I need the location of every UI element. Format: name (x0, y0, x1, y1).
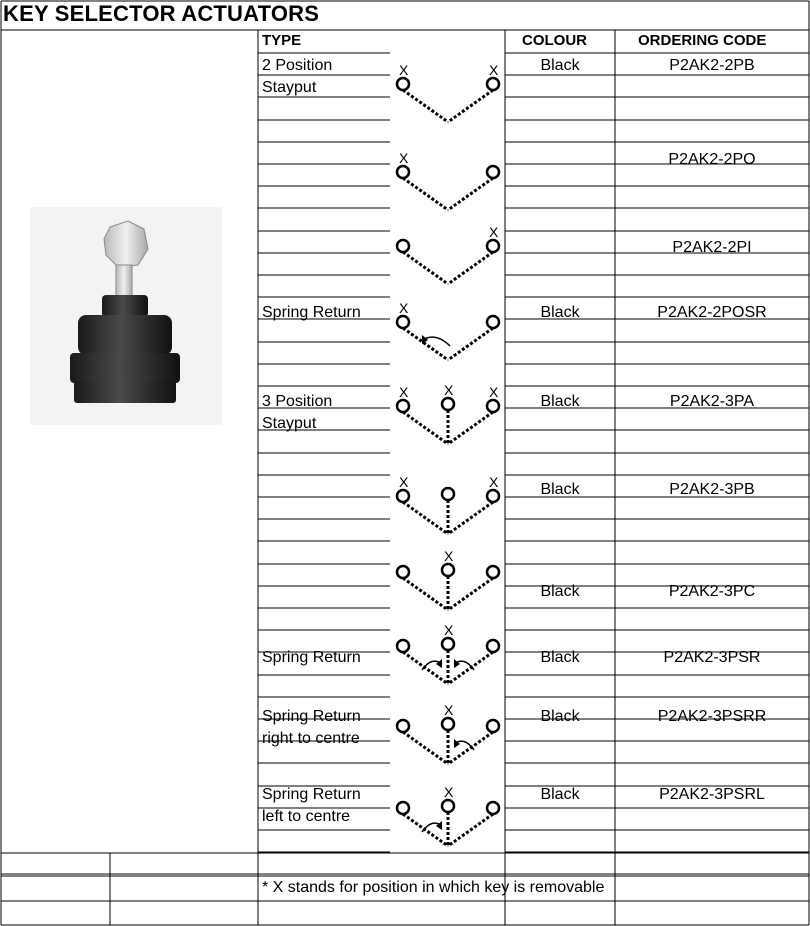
svg-text:X: X (489, 62, 499, 78)
svg-text:X: X (444, 786, 454, 800)
2pos-x-right-icon (391, 224, 505, 290)
row-colour: Black (540, 649, 580, 666)
footnote: * X stands for position in which key is removable (262, 879, 605, 896)
page-title: KEY SELECTOR ACTUATORS (3, 1, 320, 26)
row-ordering-code: P2AK2-3PA (669, 393, 755, 410)
row-type-label: Spring Return (262, 708, 361, 725)
svg-text:X: X (399, 474, 409, 490)
svg-text:X: X (444, 624, 454, 638)
row-type-sublabel: Stayput (262, 415, 317, 432)
row-ordering-code: P2AK2-2PI (672, 239, 752, 256)
row-ordering-code: P2AK2-2POSR (657, 304, 767, 321)
row-type-label: Spring Return (262, 786, 361, 803)
row-ordering-code: P2AK2-3PSR (663, 649, 761, 666)
key-selector-switch-photo-icon (30, 207, 222, 425)
2pos-x-both-icon (391, 62, 505, 128)
3pos-x-outer-icon (391, 474, 505, 540)
row-type-label: 3 Position (262, 393, 333, 410)
row-type-sublabel: right to centre (262, 730, 360, 747)
header-type: TYPE (262, 32, 302, 49)
row-ordering-code: P2AK2-3PB (669, 481, 755, 498)
row-type-sublabel: left to centre (262, 808, 351, 825)
row-type-label: 2 Position (262, 57, 333, 74)
3pos-spring-right-icon (391, 704, 505, 770)
2pos-x-left-icon (391, 150, 505, 216)
header-ordering-code: ORDERING CODE (638, 32, 767, 49)
svg-text:X: X (444, 704, 454, 718)
row-colour: Black (540, 304, 580, 321)
row-ordering-code: P2AK2-2PB (669, 57, 755, 74)
svg-text:X: X (489, 384, 499, 400)
svg-text:X: X (399, 300, 409, 316)
2pos-spring-icon (391, 300, 505, 366)
svg-text:X: X (399, 150, 409, 166)
svg-text:X: X (444, 384, 454, 398)
svg-text:X: X (399, 384, 409, 400)
header-colour: COLOUR (522, 32, 587, 49)
row-type-label: Spring Return (262, 304, 361, 321)
row-type-sublabel: Stayput (262, 79, 317, 96)
row-colour: Black (540, 583, 580, 600)
3pos-spring-left-icon (391, 786, 505, 852)
svg-text:X: X (399, 62, 409, 78)
row-colour: Black (540, 786, 580, 803)
svg-text:X: X (489, 224, 499, 240)
3pos-x-centre-icon (391, 550, 505, 616)
row-ordering-code: P2AK2-2PO (668, 151, 756, 168)
key-selector-photo (30, 207, 222, 425)
row-colour: Black (540, 57, 580, 74)
3pos-x-all-icon (391, 384, 505, 450)
row-type-label: Spring Return (262, 649, 361, 666)
3pos-spring-both-icon (391, 624, 505, 690)
svg-text:X: X (444, 550, 454, 564)
svg-text:X: X (489, 474, 499, 490)
row-colour: Black (540, 481, 580, 498)
row-ordering-code: P2AK2-3PSRL (659, 786, 765, 803)
row-colour: Black (540, 393, 580, 410)
row-ordering-code: P2AK2-3PSRR (657, 708, 767, 725)
row-ordering-code: P2AK2-3PC (668, 583, 756, 600)
row-colour: Black (540, 708, 580, 725)
